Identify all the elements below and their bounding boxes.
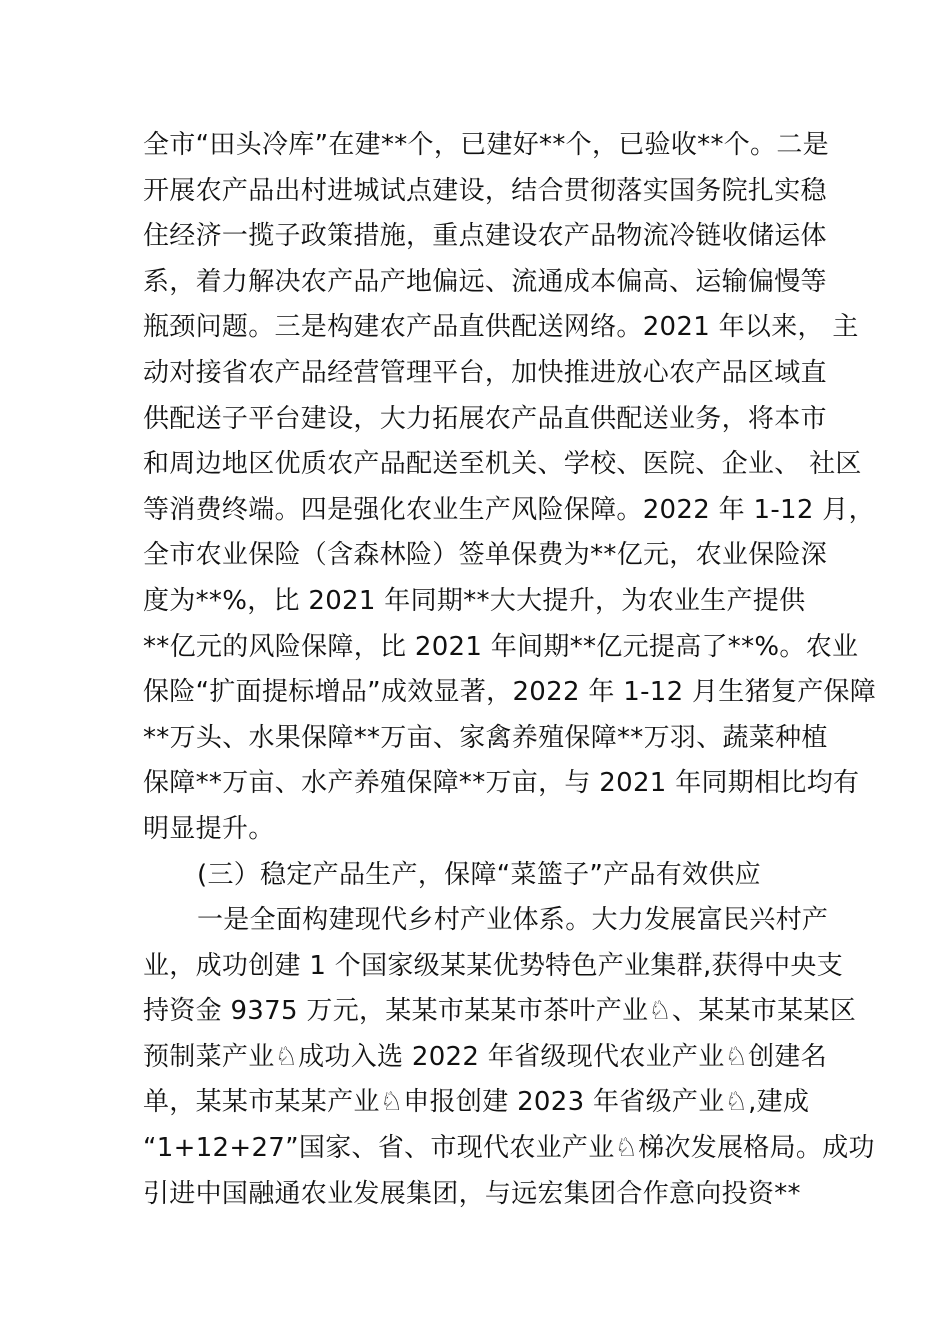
text-line: 动对接省农产品经营管理平台，加快推进放心农产品区域直 bbox=[143, 357, 827, 388]
text-line: 引进中国融通农业发展集团，与远宏集团合作意向投资** bbox=[143, 1178, 801, 1209]
text-line: 系，着力解决农产品产地偏远、流通成本偏高、运输偏慢等 bbox=[143, 266, 827, 297]
text-line: 保障**万亩、水产养殖保障**万亩，与 2021 年同期相比均有 bbox=[143, 768, 860, 799]
paragraph-start-line: 一是全面构建现代乡村产业体系。大力发展富民兴村产 bbox=[197, 905, 829, 936]
text-line: 供配送子平台建设，大力拓展农产品直供配送业务，将本市 bbox=[143, 403, 827, 434]
text-line: 预制菜产业♘成功入选 2022 年省级现代农业产业♘创建名 bbox=[143, 1041, 828, 1072]
text-line: 等消费终端。四是强化农业生产风险保障。2022 年 1-12 月， bbox=[143, 494, 875, 525]
text-line: **亿元的风险保障，比 2021 年间期**亿元提高了**%。农业 bbox=[143, 631, 859, 662]
paragraph-end-line: 明显提升。 bbox=[143, 813, 275, 844]
text-line: 全市农业保险（含森林险）签单保费为**亿元，农业保险深 bbox=[143, 540, 828, 571]
text-line: 业，成功创建 1 个国家级某某优势特色产业集群,获得中央支 bbox=[143, 950, 844, 981]
text-line: “1+12+27”国家、省、市现代农业产业♘梯次发展格局。成功 bbox=[143, 1133, 875, 1164]
text-line: 住经济一揽子政策措施，重点建设农产品物流冷链收储运体 bbox=[143, 221, 827, 252]
text-line: 瓶颈问题。三是构建农产品直供配送网络。2021 年以来， 主 bbox=[143, 312, 859, 343]
text-line: **万头、水果保障**万亩、家禽养殖保障**万羽、蔬菜种植 bbox=[143, 722, 828, 753]
text-line: 度为**%，比 2021 年同期**大大提升，为农业生产提供 bbox=[143, 585, 806, 616]
document-page bbox=[143, 123, 877, 1217]
text-line: 和周边地区优质农产品配送至机关、学校、医院、企业、 社区 bbox=[143, 449, 862, 480]
text-line: 开展农产品出村进城试点建设，结合贯彻落实国务院扎实稳 bbox=[143, 175, 827, 206]
text-line: 全市“田头冷库”在建**个，已建好**个，已验收**个。二是 bbox=[143, 130, 829, 160]
text-line: 单，某某市某某产业♘申报创建 2023 年省级产业♘,建成 bbox=[143, 1087, 810, 1118]
text-line: 持资金 9375 万元，某某市某某市茶叶产业♘、某某市某某区 bbox=[143, 996, 857, 1027]
text-line: 保险“扩面提标增品”成效显著，2022 年 1-12 月生猪复产保障 bbox=[143, 677, 877, 708]
section-heading: (三）稳定产品生产，保障“菜篮子”产品有效供应 bbox=[197, 859, 761, 890]
